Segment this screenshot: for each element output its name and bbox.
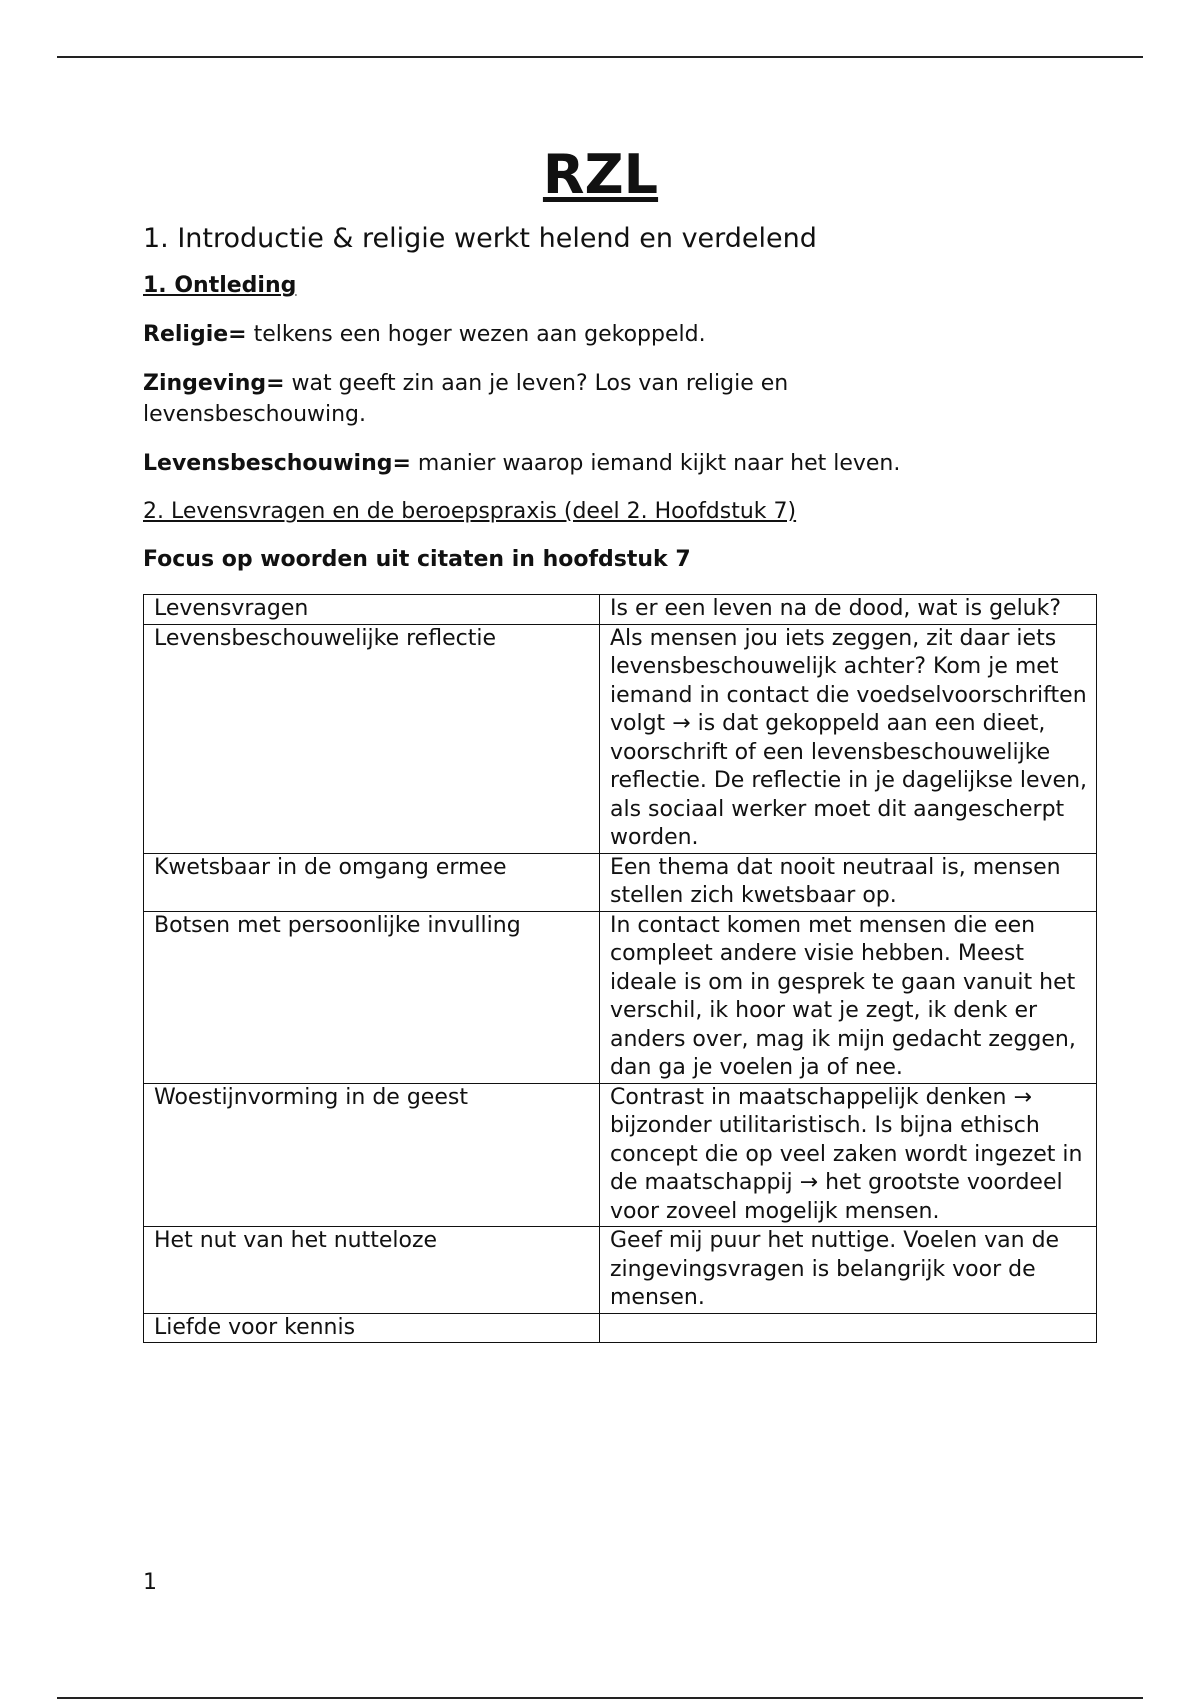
section-heading: 1. Ontleding: [143, 273, 297, 298]
focus-heading: Focus op woorden uit citaten in hoofdstuk 7: [143, 547, 691, 572]
description-cell: Een thema dat nooit neutraal is, mensen stellen zich kwetsbaar op.: [600, 853, 1097, 911]
definition-levensbeschouwing: [143, 448, 903, 479]
table-row: [144, 624, 1097, 853]
chapter-heading: 1. Introductie & religie werkt helend en verdelend: [143, 223, 817, 254]
term-cell: Botsen met persoonlijke invulling: [144, 911, 600, 1083]
subsection-heading: 2. Levensvragen en de beroepspraxis (deel 2. Hoofdstuk 7): [143, 499, 797, 524]
description-cell: Is er een leven na de dood, wat is geluk?: [600, 595, 1097, 625]
footer-rule: [57, 1697, 1143, 1699]
definition-zingeving: [143, 368, 903, 430]
definition-text: wat geeft zin aan je leven? Los van religie en levensbeschouwing.: [143, 371, 789, 427]
term-cell: Levensvragen: [144, 595, 600, 625]
table-row: [144, 1083, 1097, 1227]
header-rule: [57, 56, 1143, 58]
description-cell: Als mensen jou iets zeggen, zit daar iets levensbeschouwelijk achter? Kom je met iemand in contact die voedselvoorschriften volgt → is dat gekoppeld aan een dieet, voorschrift of een levensbeschouwelijke reflectie. De reflectie in je dagelijkse leven, als sociaal werker moet dit aangescherpt worden.: [600, 624, 1097, 853]
table-row: [144, 1313, 1097, 1343]
description-cell: In contact komen met mensen die een compleet andere visie hebben. Meest ideale is om in gesprek te gaan vanuit het verschil, ik hoor wat je zegt, ik denk er anders over, mag ik mijn gedacht zeggen, dan ga je voelen ja of nee.: [600, 911, 1097, 1083]
term-cell: Liefde voor kennis: [144, 1313, 600, 1343]
description-cell: [600, 1313, 1097, 1343]
table-row: [144, 911, 1097, 1083]
table-row: [144, 853, 1097, 911]
term-cell: Woestijnvorming in de geest: [144, 1083, 600, 1227]
definition-text: telkens een hoger wezen aan gekoppeld.: [246, 322, 706, 347]
definition-text: manier waarop iemand kijkt naar het leven.: [410, 451, 901, 476]
definition-term: Levensbeschouwing=: [143, 451, 411, 476]
table-row: [144, 1227, 1097, 1314]
definition-term: Religie=: [143, 322, 247, 347]
document-body: [143, 135, 1088, 1343]
term-cell: Kwetsbaar in de omgang ermee: [144, 853, 600, 911]
definition-religie: [143, 319, 903, 350]
description-cell: Geef mij puur het nuttige. Voelen van de zingevingsvragen is belangrijk voor de mensen.: [600, 1227, 1097, 1314]
document-title: RZL: [542, 143, 659, 206]
term-cell: Levensbeschouwelijke reflectie: [144, 624, 600, 853]
definition-term: Zingeving=: [143, 371, 285, 396]
page-number: 1: [143, 1570, 157, 1595]
table-row: [144, 595, 1097, 625]
description-cell: Contrast in maatschappelijk denken → bijzonder utilitaristisch. Is bijna ethisch concept die op veel zaken wordt ingezet in de maatschappij → het grootste voordeel voor zoveel mogelijk mensen.: [600, 1083, 1097, 1227]
term-cell: Het nut van het nutteloze: [144, 1227, 600, 1314]
terms-table: [143, 594, 1097, 1343]
